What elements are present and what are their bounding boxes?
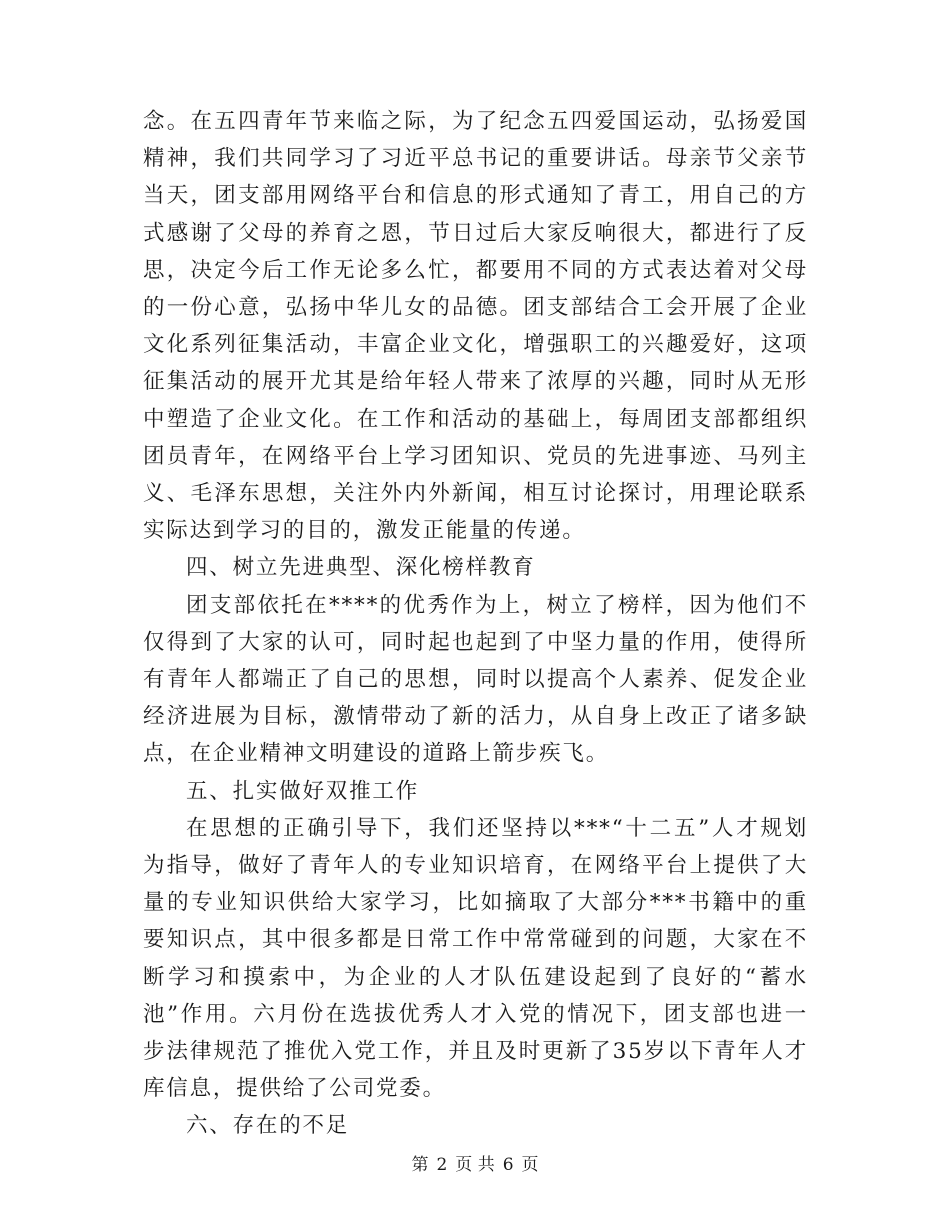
footer-middle: 页 共: [455, 1155, 495, 1175]
section-heading-6: 六、存在的不足: [186, 1113, 350, 1139]
page-footer: [0, 1153, 950, 1177]
section-heading-5: 五、扎实做好双推工作: [186, 778, 420, 804]
paragraph-2: 团支部依托在****的优秀作为上，树立了榜样，因为他们不仅得到了大家的认可，同时起也起到了中坚力量的作用，使得所有青年人都端正了自己的思想，同时以提高个人素养、促发企业经济进展为目标，激情带动了新的活力，从自身上改正了诸多缺点，在企业精神文明建设的道路上箭步疾飞。: [143, 592, 808, 767]
footer-total-pages: 6: [502, 1155, 514, 1175]
paragraph-1: 念。在五四青年节来临之际，为了纪念五四爱国运动，弘扬爱国精神，我们共同学习了习近平总书记的重要讲话。母亲节父亲节当天，团支部用网络平台和信息的形式通知了青工，用自己的方式感谢了父母的养育之恩，节日过后大家反响很大，都进行了反思，决定今后工作无论多么忙，都要用不同的方式表达着对父母的一份心意，弘扬中华儿女的品德。团支部结合工会开展了企业文化系列征集活动，丰富企业文化，增强职工的兴趣爱好，这项征集活动的展开尤其是给年轻人带来了浓厚的兴趣，同时从无形中塑造了企业文化。在工作和活动的基础上，每周团支部都组织团员青年，在网络平台上学习团知识、党员的先进事迹、马列主义、毛泽东思想，关注外内外新闻，相互讨论探讨，用理论联系实际达到学习的目的，激发正能量的传递。: [143, 109, 808, 544]
section-heading-4: 四、树立先进典型、深化榜样教育: [186, 555, 536, 581]
footer-prefix: 第: [411, 1155, 429, 1175]
footer-suffix: 页: [521, 1155, 539, 1175]
paragraph-3: 在思想的正确引导下，我们还坚持以***“十二五”人才规划为指导，做好了青年人的专业知识培育，在网络平台上提供了大量的专业知识供给大家学习，比如摘取了大部分***书籍中的重要知识点，其中很多都是日常工作中常常碰到的问题，大家在不断学习和摸索中，为企业的人才队伍建设起到了良好的“蓄水池”作用。六月份在选拔优秀人才入党的情况下，团支部也进一步法律规范了推优入党工作，并且及时更新了35岁以下青年人才库信息，提供给了公司党委。: [143, 815, 808, 1102]
document-body: [143, 103, 808, 1145]
footer-page-number: 2: [436, 1155, 448, 1175]
